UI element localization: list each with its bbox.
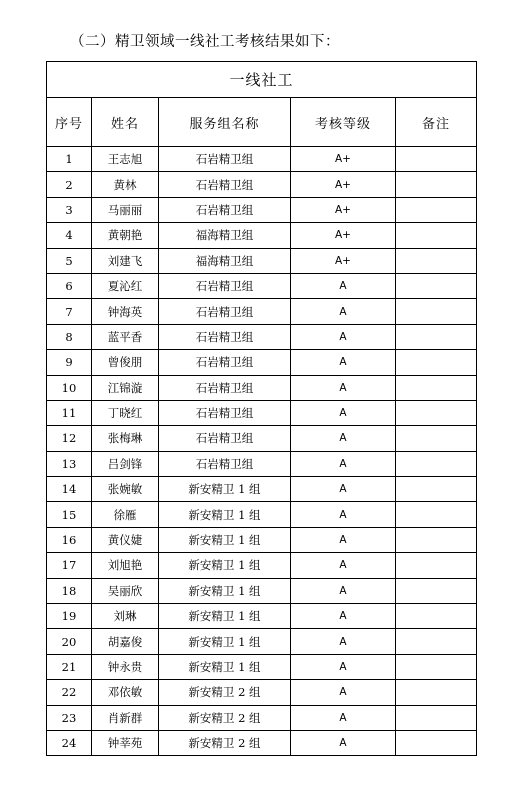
cell-note	[396, 147, 477, 172]
table-row	[47, 197, 477, 222]
cell-name: 张梅琳	[92, 426, 159, 451]
cell-name: 丁晓红	[92, 400, 159, 425]
table-title: 一线社工	[47, 62, 477, 98]
cell-number: 8	[47, 324, 92, 349]
cell-grade: A	[291, 553, 396, 578]
cell-group: 石岩精卫组	[159, 451, 291, 476]
cell-group: 石岩精卫组	[159, 375, 291, 400]
table-row	[47, 629, 477, 654]
cell-number: 5	[47, 248, 92, 273]
cell-name: 钟永贵	[92, 654, 159, 679]
cell-number: 13	[47, 451, 92, 476]
cell-group: 石岩精卫组	[159, 197, 291, 222]
cell-note	[396, 730, 477, 755]
cell-group: 石岩精卫组	[159, 299, 291, 324]
cell-group: 新安精卫 1 组	[159, 553, 291, 578]
cell-number: 16	[47, 527, 92, 552]
table-row	[47, 705, 477, 730]
cell-name: 江锦漩	[92, 375, 159, 400]
table-row	[47, 553, 477, 578]
table-header-row	[47, 98, 477, 147]
cell-note	[396, 629, 477, 654]
cell-grade: A	[291, 350, 396, 375]
cell-grade: A+	[291, 248, 396, 273]
cell-name: 刘琳	[92, 604, 159, 629]
cell-grade: A	[291, 730, 396, 755]
cell-group: 新安精卫 2 组	[159, 730, 291, 755]
cell-grade: A	[291, 477, 396, 502]
column-header-note: 备注	[396, 98, 477, 147]
cell-grade: A+	[291, 147, 396, 172]
cell-note	[396, 248, 477, 273]
cell-number: 22	[47, 680, 92, 705]
cell-grade: A	[291, 299, 396, 324]
cell-grade: A	[291, 578, 396, 603]
cell-group: 新安精卫 1 组	[159, 578, 291, 603]
cell-number: 2	[47, 172, 92, 197]
cell-grade: A	[291, 680, 396, 705]
cell-note	[396, 553, 477, 578]
table-body	[47, 147, 477, 756]
table-row	[47, 273, 477, 298]
cell-name: 邓依敏	[92, 680, 159, 705]
cell-note	[396, 197, 477, 222]
cell-group: 新安精卫 1 组	[159, 502, 291, 527]
cell-number: 17	[47, 553, 92, 578]
column-header-name: 姓名	[92, 98, 159, 147]
cell-number: 9	[47, 350, 92, 375]
cell-note	[396, 426, 477, 451]
cell-number: 12	[47, 426, 92, 451]
cell-grade: A	[291, 502, 396, 527]
cell-number: 11	[47, 400, 92, 425]
cell-note	[396, 705, 477, 730]
cell-name: 张婉敏	[92, 477, 159, 502]
cell-name: 吕剑锋	[92, 451, 159, 476]
cell-grade: A	[291, 375, 396, 400]
cell-name: 夏沁红	[92, 273, 159, 298]
table-row	[47, 375, 477, 400]
cell-group: 新安精卫 1 组	[159, 629, 291, 654]
cell-number: 1	[47, 147, 92, 172]
cell-group: 石岩精卫组	[159, 324, 291, 349]
table-row	[47, 172, 477, 197]
cell-name: 王志旭	[92, 147, 159, 172]
cell-grade: A	[291, 451, 396, 476]
cell-name: 黄仪婕	[92, 527, 159, 552]
cell-group: 新安精卫 1 组	[159, 477, 291, 502]
cell-grade: A+	[291, 172, 396, 197]
cell-number: 18	[47, 578, 92, 603]
cell-note	[396, 299, 477, 324]
table-row	[47, 477, 477, 502]
cell-grade: A	[291, 527, 396, 552]
cell-grade: A	[291, 604, 396, 629]
cell-note	[396, 604, 477, 629]
cell-grade: A	[291, 629, 396, 654]
table-row	[47, 654, 477, 679]
cell-number: 3	[47, 197, 92, 222]
cell-grade: A	[291, 426, 396, 451]
table-row	[47, 730, 477, 755]
cell-note	[396, 400, 477, 425]
cell-group: 新安精卫 1 组	[159, 654, 291, 679]
cell-note	[396, 273, 477, 298]
table-title-row	[47, 62, 477, 98]
cell-name: 黄林	[92, 172, 159, 197]
cell-note	[396, 502, 477, 527]
cell-number: 4	[47, 223, 92, 248]
table-row	[47, 578, 477, 603]
cell-note	[396, 172, 477, 197]
cell-grade: A	[291, 273, 396, 298]
table-row	[47, 680, 477, 705]
cell-group: 石岩精卫组	[159, 273, 291, 298]
cell-number: 7	[47, 299, 92, 324]
cell-group: 石岩精卫组	[159, 350, 291, 375]
table-row	[47, 324, 477, 349]
cell-note	[396, 223, 477, 248]
cell-name: 徐雁	[92, 502, 159, 527]
cell-name: 刘建飞	[92, 248, 159, 273]
cell-name: 蓝平香	[92, 324, 159, 349]
cell-group: 石岩精卫组	[159, 400, 291, 425]
cell-note	[396, 451, 477, 476]
column-header-group: 服务组名称	[159, 98, 291, 147]
cell-note	[396, 654, 477, 679]
cell-name: 刘旭艳	[92, 553, 159, 578]
cell-grade: A	[291, 400, 396, 425]
cell-grade: A	[291, 324, 396, 349]
cell-note	[396, 375, 477, 400]
cell-name: 钟莘苑	[92, 730, 159, 755]
cell-group: 石岩精卫组	[159, 426, 291, 451]
cell-group: 石岩精卫组	[159, 147, 291, 172]
cell-note	[396, 680, 477, 705]
cell-number: 14	[47, 477, 92, 502]
table-row	[47, 527, 477, 552]
cell-name: 马丽丽	[92, 197, 159, 222]
column-header-number: 序号	[47, 98, 92, 147]
cell-grade: A+	[291, 223, 396, 248]
column-header-grade: 考核等级	[291, 98, 396, 147]
section-heading: （二）精卫领域一线社工考核结果如下：	[70, 34, 340, 50]
cell-number: 10	[47, 375, 92, 400]
table-row	[47, 248, 477, 273]
cell-number: 21	[47, 654, 92, 679]
cell-number: 15	[47, 502, 92, 527]
cell-group: 新安精卫 1 组	[159, 604, 291, 629]
cell-number: 19	[47, 604, 92, 629]
cell-name: 胡嘉俊	[92, 629, 159, 654]
cell-name: 曾俊朋	[92, 350, 159, 375]
cell-name: 肖新群	[92, 705, 159, 730]
cell-name: 黄朝艳	[92, 223, 159, 248]
table-row	[47, 604, 477, 629]
cell-group: 新安精卫 2 组	[159, 705, 291, 730]
cell-note	[396, 324, 477, 349]
cell-group: 石岩精卫组	[159, 172, 291, 197]
table-row	[47, 400, 477, 425]
cell-grade: A+	[291, 197, 396, 222]
table-row	[47, 223, 477, 248]
cell-group: 福海精卫组	[159, 223, 291, 248]
cell-name: 吴丽欣	[92, 578, 159, 603]
table-row	[47, 502, 477, 527]
cell-grade: A	[291, 705, 396, 730]
cell-note	[396, 350, 477, 375]
assessment-results-table	[46, 61, 477, 756]
table-row	[47, 451, 477, 476]
cell-number: 24	[47, 730, 92, 755]
table-row	[47, 426, 477, 451]
cell-number: 23	[47, 705, 92, 730]
cell-number: 6	[47, 273, 92, 298]
cell-group: 福海精卫组	[159, 248, 291, 273]
cell-note	[396, 527, 477, 552]
cell-name: 钟海英	[92, 299, 159, 324]
table-row	[47, 350, 477, 375]
cell-grade: A	[291, 654, 396, 679]
table-row	[47, 299, 477, 324]
cell-number: 20	[47, 629, 92, 654]
cell-group: 新安精卫 1 组	[159, 527, 291, 552]
cell-note	[396, 477, 477, 502]
cell-group: 新安精卫 2 组	[159, 680, 291, 705]
table-row	[47, 147, 477, 172]
cell-note	[396, 578, 477, 603]
